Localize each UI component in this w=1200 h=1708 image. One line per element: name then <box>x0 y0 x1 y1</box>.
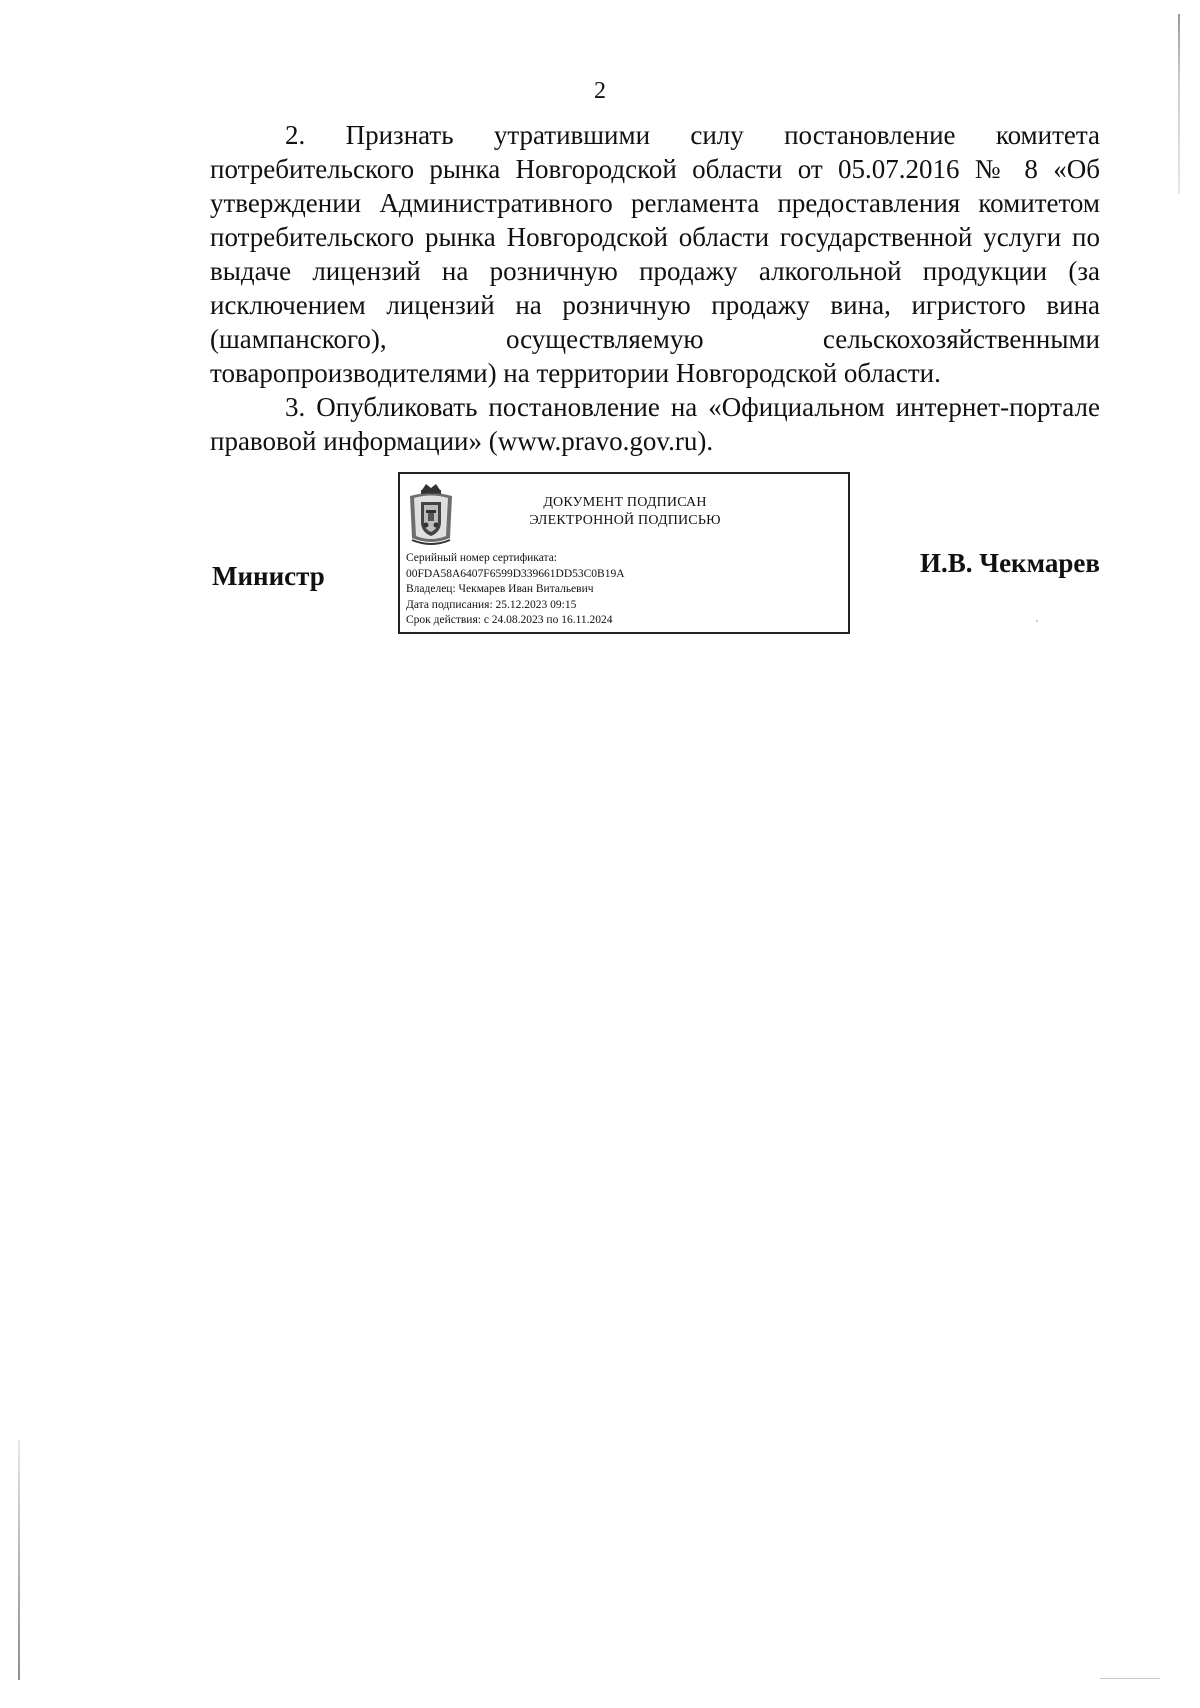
scan-edge-left <box>18 1440 20 1680</box>
signing-date: Дата подписания: 25.12.2023 09:15 <box>406 598 577 611</box>
certificate-validity: Срок действия: с 24.08.2023 по 16.11.2024 <box>406 614 613 626</box>
scan-mark-bottom <box>1100 1678 1160 1679</box>
page-number: 2 <box>594 78 606 104</box>
certificate-owner: Владелец: Чекмарев Иван Витальевич <box>406 583 594 595</box>
stamp-header-line-1: ДОКУМЕНТ ПОДПИСАН <box>543 495 707 510</box>
scan-dot <box>1036 620 1038 622</box>
stamp-header-line-2: ЭЛЕКТРОННОЙ ПОДПИСЬЮ <box>529 513 721 528</box>
certificate-serial-label: Серийный номер сертификата: <box>406 552 557 564</box>
certificate-serial-value: 00FDA58A6407F6599D339661DD53C0B19A <box>406 567 625 580</box>
coat-of-arms-icon <box>406 482 456 548</box>
paragraph-3: 3. Опубликовать постановление на «Официальном интернет-портале правовой информации» (www.pravo.gov.ru). <box>210 392 1100 456</box>
stamp-details <box>406 551 846 629</box>
paragraph-2: 2. Признать утратившими силу постановление комитета потребительского рынка Новгородской области от 05.07.2016 № 8 «Об утверждении Административного регламента предоставления комитетом потребительского рынка Новгородской области государственной услуги по выдаче лицензий на розничную продажу алкогольной продукции (за исключением лицензий на розничную продажу вина, игристого вина (шампанского), осуществляемую сельскохозяйственными товаропроизводителями) на территории Новгородской области. <box>210 120 1100 388</box>
stamp-header <box>490 494 760 530</box>
signer-name: И.В. Чекмарев <box>920 548 1100 578</box>
document-body <box>210 118 1100 458</box>
electronic-signature-stamp <box>398 472 850 634</box>
signer-position: Министр <box>212 561 325 591</box>
